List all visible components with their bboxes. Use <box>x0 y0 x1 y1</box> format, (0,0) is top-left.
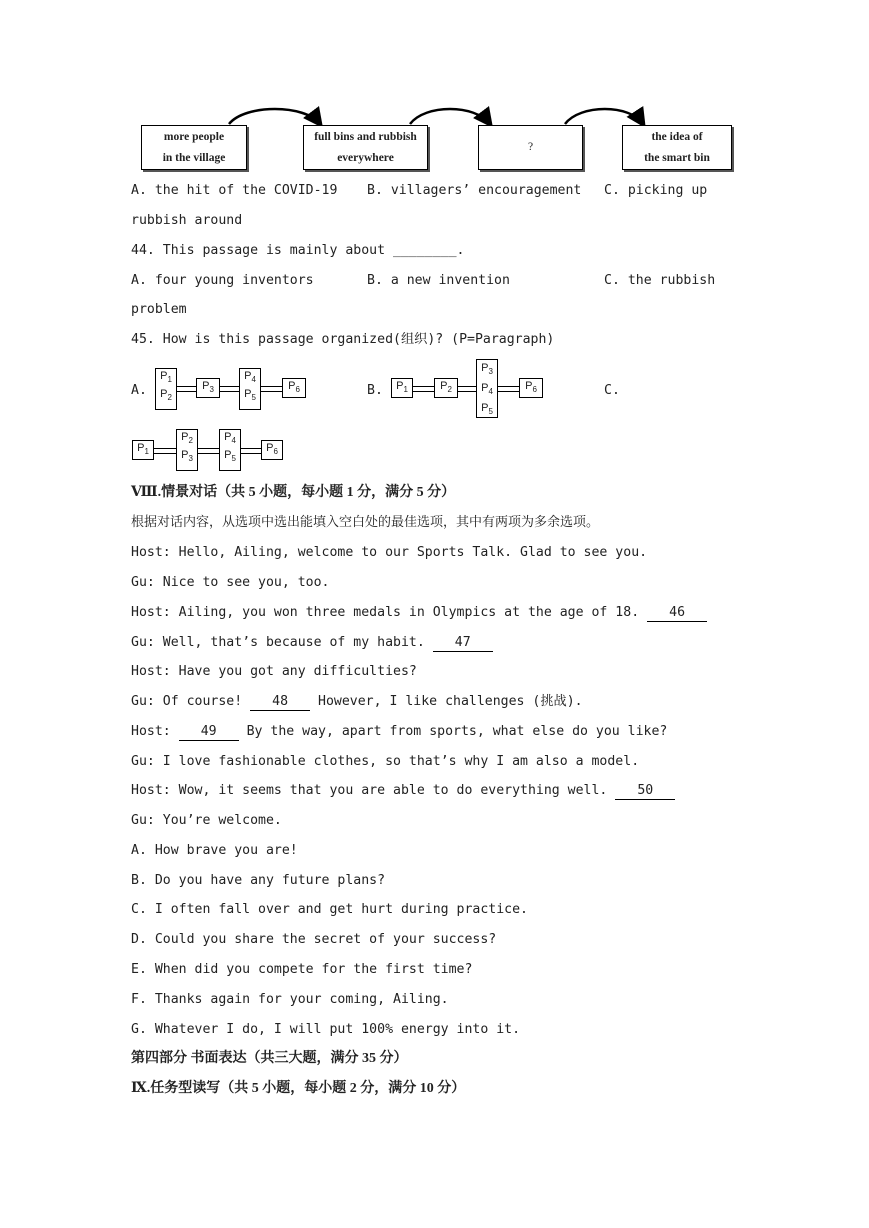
flow-arrows <box>0 0 869 130</box>
flow-box-text: more people <box>163 130 225 143</box>
q44-question: 44. This passage is mainly about ________. <box>131 243 465 258</box>
diagram-c-box-p1: $P_1$ <box>132 440 154 460</box>
flow-box-2 <box>303 125 428 170</box>
option-g: G. Whatever I do, I will put 100% energy into it. <box>131 1022 521 1037</box>
dialogue-line <box>131 634 493 652</box>
diagram-a-connector <box>176 386 196 392</box>
option-e: E. When did you compete for the first time? <box>131 962 473 977</box>
flow-box-3 <box>478 125 583 170</box>
flow-arrow-2 <box>410 109 490 124</box>
diagram-a-box-p3: $P_3$ <box>196 378 220 398</box>
q43-option-c-cont: rubbish around <box>131 213 243 228</box>
dialogue-text: Host: <box>131 724 179 739</box>
diagram-b-box-p2: $P_2$ <box>434 378 458 398</box>
dialogue-text: Gu: Of course! <box>131 694 251 709</box>
dialogue-line <box>131 693 583 711</box>
diagram-b-connector <box>457 386 476 392</box>
diagram-a-box-p4p5: $P_4$ $P_5$ <box>239 368 261 410</box>
dialogue-line <box>131 812 282 830</box>
dialogue-line <box>131 782 675 800</box>
diagram-b-box-p3p4p5: $P_3$ $P_4$ $P_5$ <box>476 359 498 418</box>
dialogue-text: Host: Hello, Ailing, welcome to our Sports Talk. Glad to see you. <box>131 545 648 560</box>
flow-box-text: full bins and rubbish <box>314 130 417 143</box>
section8-instruction: 根据对话内容，从选项中选出能填入空白处的最佳选项，其中有两项为多余选项。 <box>131 515 600 530</box>
dialogue-text: Host: Ailing, you won three medals in Olympics at the age of 18. <box>131 605 648 620</box>
flow-box-text: the idea of <box>651 130 703 143</box>
dialogue-line <box>131 574 330 592</box>
diagram-b-connector <box>412 386 434 392</box>
dialogue-line <box>131 544 647 562</box>
answer-blank-50[interactable]: 50 <box>615 783 675 800</box>
dialogue-text: However, I like challenges (挑战). <box>310 694 583 709</box>
q43-option-b: B. villagers’ encouragement <box>367 183 582 198</box>
diagram-a-box-p1p2: $P_1$ $P_2$ <box>155 368 177 410</box>
option-f: F. Thanks again for your coming, Ailing. <box>131 992 449 1007</box>
q44-option-c-cont: problem <box>131 302 187 317</box>
answer-blank-46[interactable]: 46 <box>647 605 707 622</box>
q45-label-b: B. <box>367 383 383 398</box>
dialogue-line <box>131 753 639 771</box>
diagram-a-connector <box>260 386 282 392</box>
dialogue-line <box>131 663 417 681</box>
diagram-b-box-p1: $P_1$ <box>391 378 413 398</box>
flow-box-text: the smart bin <box>644 151 710 164</box>
dialogue-text: Gu: I love fashionable clothes, so that’s why I am also a model. <box>131 754 640 769</box>
dialogue-line <box>131 604 707 622</box>
dialogue-text: Gu: You’re welcome. <box>131 813 282 828</box>
dialogue-text: Host: Wow, it seems that you are able to do everything well. <box>131 783 616 798</box>
q44-option-b: B. a new invention <box>367 273 510 288</box>
dialogue-text: By the way, apart from sports, what else do you like? <box>238 724 668 739</box>
option-d: D. Could you share the secret of your success? <box>131 932 497 947</box>
answer-blank-49[interactable]: 49 <box>179 724 239 741</box>
q43-option-c: C. picking up <box>604 183 708 198</box>
flow-box-text: ? <box>527 141 534 153</box>
section9-title: Ⅸ.任务型读写（共 5 小题，每小题 2 分，满分 10 分） <box>131 1081 466 1096</box>
q43-option-a: A. the hit of the COVID-19 <box>131 183 338 198</box>
option-c: C. I often fall over and get hurt during practice. <box>131 902 528 917</box>
diagram-c-box-p4p5: $P_4$ $P_5$ <box>219 429 241 471</box>
flow-arrow-1 <box>229 109 320 124</box>
diagram-c-box-p2p3: $P_2$ $P_3$ <box>176 429 198 471</box>
q45-label-c: C. <box>604 383 620 398</box>
q45-question: 45. How is this passage organized(组织)? (P=Paragraph) <box>131 332 555 347</box>
dialogue-text: Host: Have you got any difficulties? <box>131 664 417 679</box>
q45-label-a: A. <box>131 383 147 398</box>
diagram-b-connector <box>497 386 519 392</box>
answer-blank-47[interactable]: 47 <box>433 635 493 652</box>
option-a: A. How brave you are! <box>131 843 298 858</box>
diagram-c-connector <box>153 448 176 454</box>
diagram-c-connector <box>240 448 261 454</box>
part4-title: 第四部分 书面表达（共三大题，满分 35 分） <box>131 1051 408 1066</box>
answer-blank-48[interactable]: 48 <box>250 694 310 711</box>
diagram-a-box-p6: $P_6$ <box>282 378 306 398</box>
section8-title: Ⅷ.情景对话（共 5 小题，每小题 1 分，满分 5 分） <box>131 485 456 500</box>
q44-option-a: A. four young inventors <box>131 273 314 288</box>
q44-option-c: C. the rubbish <box>604 273 716 288</box>
diagram-a-connector <box>219 386 239 392</box>
flow-box-text: in the village <box>162 151 226 164</box>
dialogue-line <box>131 723 667 741</box>
flow-box-text: everywhere <box>337 151 394 164</box>
flow-arrow-3 <box>565 109 643 124</box>
diagram-b-box-p6: $P_6$ <box>519 378 543 398</box>
dialogue-text: Gu: Well, that’s because of my habit. <box>131 635 433 650</box>
diagram-c-connector <box>197 448 219 454</box>
flow-box-4 <box>622 125 732 170</box>
option-b: B. Do you have any future plans? <box>131 873 386 888</box>
diagram-c-box-p6: $P_6$ <box>261 440 283 460</box>
dialogue-text: Gu: Nice to see you, too. <box>131 575 330 590</box>
flow-box-1 <box>141 125 247 170</box>
